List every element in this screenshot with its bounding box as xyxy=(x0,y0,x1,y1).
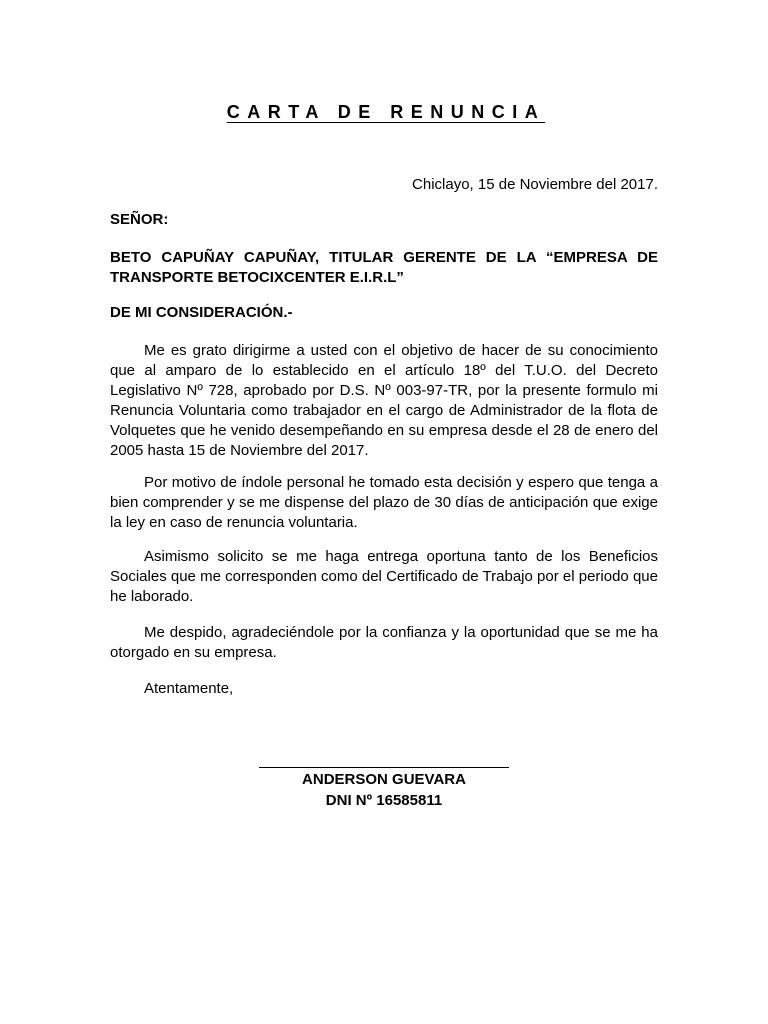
closing: Atentamente, xyxy=(144,680,234,697)
signature-dni: DNI Nº 16585811 xyxy=(325,792,443,809)
date-line: Chiclayo, 15 de Noviembre del 2017. xyxy=(412,176,658,193)
body-paragraph-2: Por motivo de índole personal he tomado esta decisión y espero que tenga a bien comprender y se me dispense del plazo de 30 días de anticipación que exige la ley en caso de renuncia voluntaria. xyxy=(110,474,658,531)
body-paragraph-4: Me despido, agradeciéndole por la confianza y la oportunidad que se me ha otorgado en su empresa. xyxy=(110,624,658,661)
body-paragraph-1: Me es grato dirigirme a usted con el objetivo de hacer de su conocimiento que al amparo de lo establecido en el artículo 18º del T.U.O. del Decreto Legislativo Nº 728, aprobado por D.S. Nº 003-97-TR, por la presente formulo mi Renuncia Voluntaria como trabajador en el cargo de Administrador de la flota de Volquetes que he venido desempeñando en su empresa desde el 28 de enero del 2005 hasta 15 de Noviembre del 2017. xyxy=(110,342,658,459)
signature-name: ANDERSON GUEVARA xyxy=(302,771,466,788)
addressee: BETO CAPUÑAY CAPUÑAY, TITULAR GERENTE DE LA “EMPRESA DE TRANSPORTE BETOCIXCENTER E.I.R.L” xyxy=(110,249,658,286)
body-paragraph-3: Asimismo solicito se me haga entrega oportuna tanto de los Beneficios Sociales que me corresponden como del Certificado de Trabajo por el periodo que he laborado. xyxy=(110,548,658,605)
letter-title: CARTA DE RENUNCIA xyxy=(226,102,546,122)
greeting: DE MI CONSIDERACIÓN.- xyxy=(110,304,293,321)
salutation: SEÑOR: xyxy=(110,211,169,228)
signature-line xyxy=(259,767,509,768)
